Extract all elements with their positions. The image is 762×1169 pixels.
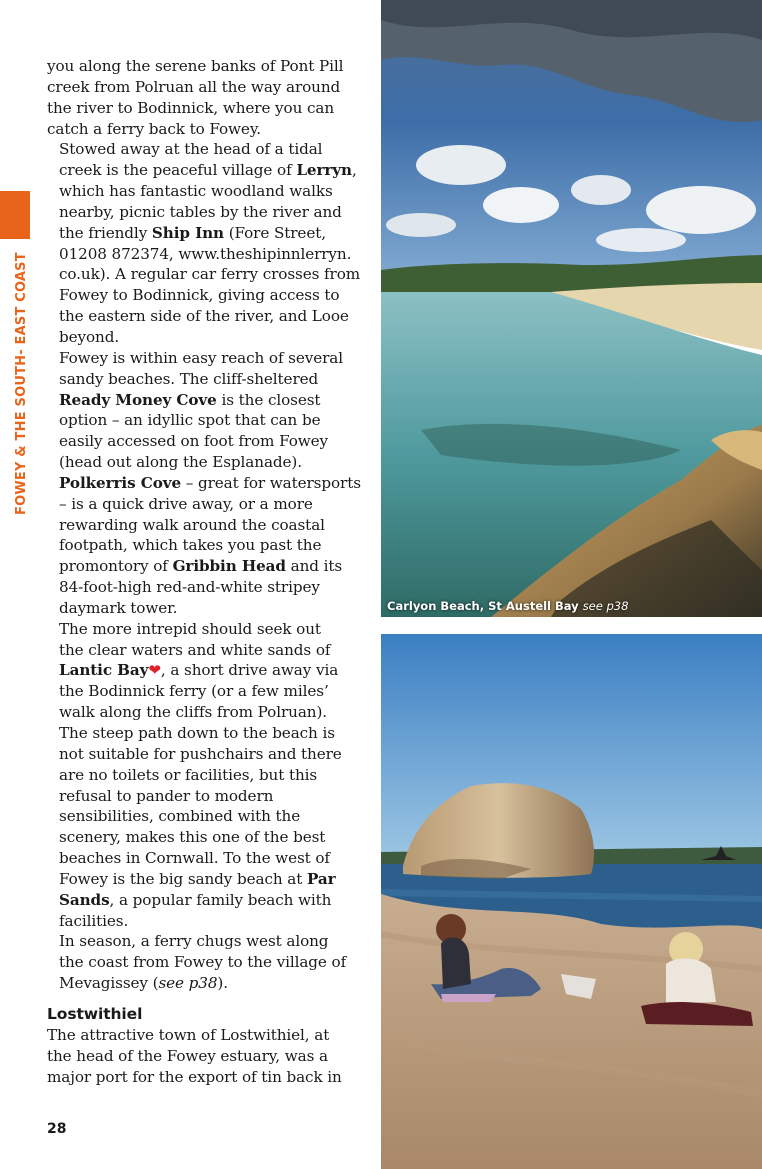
text-line: co.uk). A regular car ferry crosses from: [59, 265, 361, 284]
text-line: creek from Polruan all the way around: [47, 77, 341, 96]
text-line: 01208 872374, www.theshipinnlerryn.: [59, 244, 352, 263]
paragraph-ferry: [47, 931, 365, 994]
text-line: In season, a ferry chugs west along: [59, 932, 329, 951]
text-line: beaches in Cornwall. To the west of: [59, 849, 330, 868]
text-line: not suitable for pushchairs and there: [59, 744, 342, 763]
body-text-column: [47, 56, 365, 1088]
section-heading-lostwithiel: Lostwithiel: [47, 1004, 143, 1023]
text-line: nearby, picnic tables by the river and: [59, 202, 342, 221]
text-line: the coast from Fowey to the village of: [59, 953, 347, 972]
paragraph-lostwithiel: [47, 1025, 365, 1088]
text-line: option – an idyllic spot that can be: [59, 411, 321, 430]
beach-landscape-illustration: [381, 0, 762, 617]
beach-sunbathers-illustration: [381, 634, 762, 1169]
text-line: walk along the cliffs from Polruan).: [59, 703, 328, 722]
text-line: catch a ferry back to Fowey.: [47, 119, 262, 138]
photo-carlyon-beach: [381, 0, 762, 617]
text-line: – is a quick drive away, or a more: [59, 494, 313, 513]
paragraph-lantic-bay: [47, 619, 365, 932]
text-line: footpath, which takes you past the: [59, 536, 322, 555]
place-name-par: Par: [306, 869, 336, 888]
cross-reference: see p38: [158, 974, 218, 993]
text-line: refusal to pander to modern: [59, 786, 274, 805]
text-line: you along the serene banks of Pont Pill: [47, 57, 344, 75]
text-line: facilities.: [59, 911, 129, 930]
text-line: the Bodinnick ferry (or a few miles’: [59, 682, 329, 701]
text-line: which has fantastic woodland walks: [59, 182, 333, 201]
place-name-lerryn: Lerryn: [296, 161, 352, 180]
text-line: creek is the peaceful village of Lerryn,: [59, 161, 357, 180]
text-line: The more intrepid should seek out: [59, 619, 321, 638]
text-line: major port for the export of tin back in: [47, 1067, 342, 1086]
text-line: 84-foot-high red-and-white stripey: [59, 578, 320, 597]
text-line: daymark tower.: [59, 598, 178, 617]
text-line: The steep path down to the beach is: [59, 724, 335, 742]
photo-beach-sunbathers: [381, 634, 762, 1169]
place-name-lantic-bay: Lantic Bay: [59, 661, 149, 680]
text-line: Fowey is within easy reach of several: [59, 348, 344, 367]
paragraph-pont-pill: [47, 56, 365, 139]
caption-cross-reference: see p38: [582, 599, 629, 613]
venue-name-ship-inn: Ship Inn: [151, 223, 224, 242]
text-line: Lantic Bay❤, a short drive away via: [59, 661, 339, 680]
text-line: are no toilets or facilities, but this: [59, 765, 318, 784]
text-line: (head out along the Esplanade).: [59, 453, 302, 472]
text-line: the clear waters and white sands of: [59, 640, 331, 659]
text-line: sensibilities, combined with the: [59, 807, 301, 826]
text-line: the head of the Fowey estuary, was a: [47, 1046, 328, 1065]
text-line: beyond.: [59, 327, 120, 346]
text-line: sandy beaches. The cliff-sheltered: [59, 369, 319, 388]
section-side-label: FOWEY & THE SOUTH- EAST COAST: [14, 252, 29, 515]
paragraph-lerryn: [47, 139, 365, 347]
page-number: 28: [47, 1121, 67, 1137]
text-line: Ready Money Cove is the closest: [59, 390, 321, 409]
text-line: Fowey is the big sandy beach at Par: [59, 869, 336, 888]
place-name-sands: Sands: [59, 890, 110, 909]
paragraph-beaches: [47, 348, 365, 619]
text-line: scenery, makes this one of the best: [59, 828, 326, 847]
section-tab-marker: [0, 191, 30, 239]
place-name-polkerris-cove: Polkerris Cove: [59, 473, 182, 492]
text-line: Polkerris Cove – great for watersports: [59, 473, 361, 492]
text-line: Mevagissey (see p38).: [59, 974, 228, 993]
text-line: easily accessed on foot from Fowey: [59, 432, 329, 451]
text-line: Sands, a popular family beach with: [59, 890, 332, 909]
text-line: The attractive town of Lostwithiel, at: [47, 1025, 330, 1044]
heart-icon: ❤: [148, 661, 161, 680]
text-line: Fowey to Bodinnick, giving access to: [59, 286, 340, 305]
text-line: the eastern side of the river, and Looe: [59, 307, 349, 326]
text-line: the friendly Ship Inn (Fore Street,: [59, 223, 326, 242]
place-name-gribbin-head: Gribbin Head: [172, 557, 286, 576]
text-line: Stowed away at the head of a tidal: [59, 140, 323, 159]
photo-caption: Carlyon Beach, St Austell Bay see p38: [387, 599, 629, 613]
place-name-ready-money-cove: Ready Money Cove: [59, 390, 217, 409]
text-line: rewarding walk around the coastal: [59, 515, 325, 534]
text-line: the river to Bodinnick, where you can: [47, 98, 335, 117]
text-line: promontory of Gribbin Head and its: [59, 557, 343, 576]
